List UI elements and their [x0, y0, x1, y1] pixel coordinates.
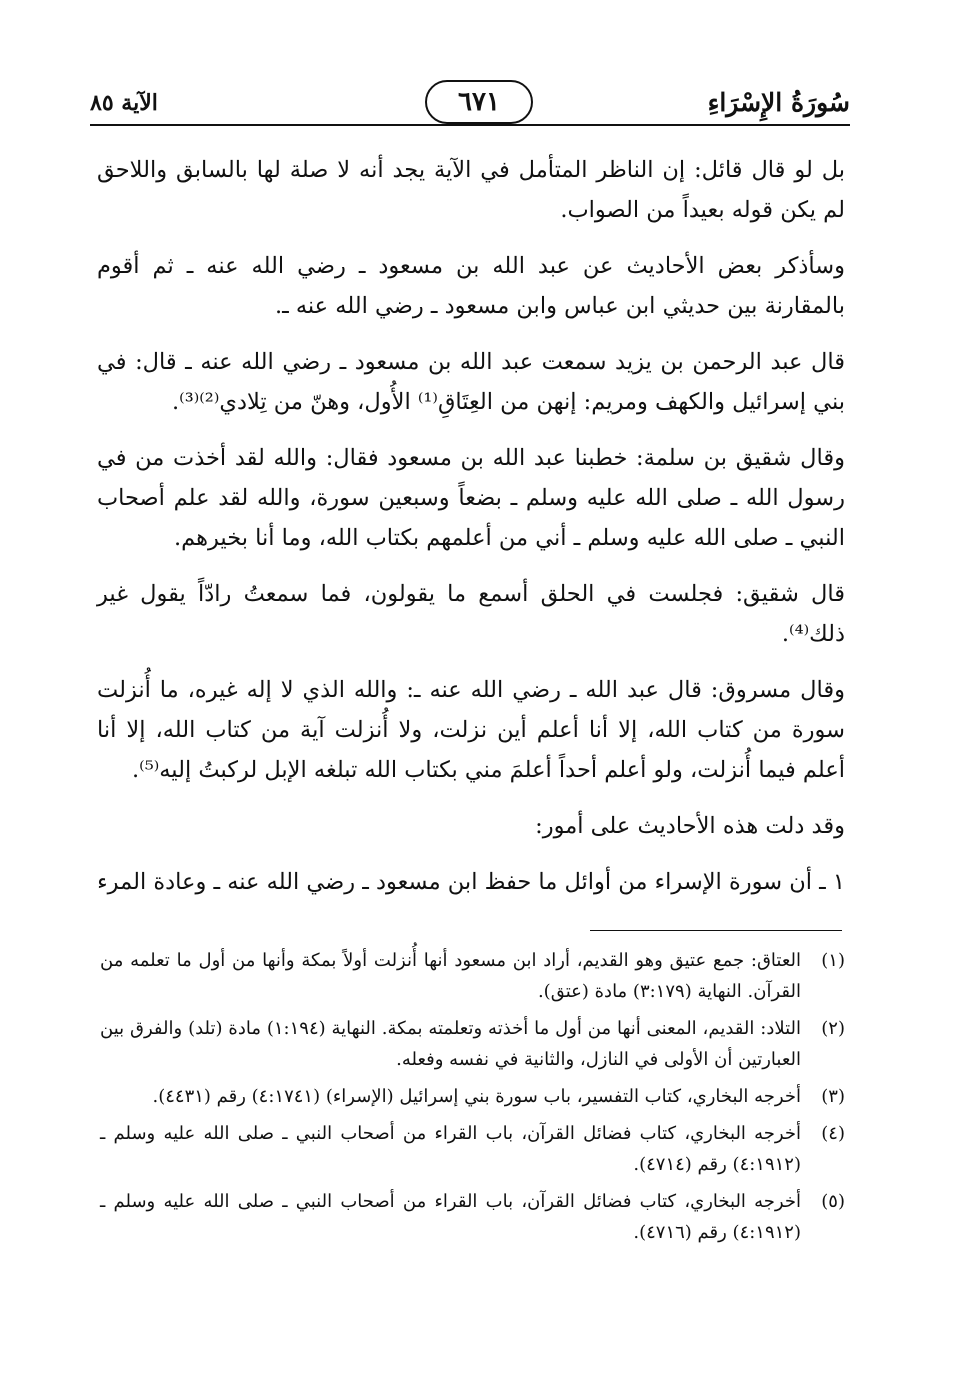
footnote-text: التلاد: القديم، المعنى أنها من أول ما أخذته وتعلمته بمكة. النهاية (١:١٩٤) مادة (تلد) والفرق بين العبارتين أن الأولى في النازل، والثانية في نفسه وفعله. [100, 1018, 801, 1070]
footnote-text: أخرجه البخاري، كتاب فضائل القرآن، باب القراء من أصحاب النبي ـ صلى الله عليه وسلم ـ (٤:١٩١٢) رقم (٤٧١٤). [100, 1123, 801, 1175]
paragraph: وقال مسروق: قال عبد الله ـ رضي الله عنه ـ: والله الذي لا إله غيره، ما أُنزلت سورة من كتاب الله، إلا أنا أعلم أين نزلت، ولا أُنزلت آية من كتاب الله، إلا أنا أعلم فيما أُنزلت، ولو أعلم أحداً أعلمَ مني بكتاب الله تبلغه الإبل لركبتُ إليه⁽⁵⁾. [97, 677, 845, 783]
footnote-number: (٥) [821, 1191, 845, 1212]
footnotes [100, 945, 845, 1254]
page-header [90, 78, 850, 128]
footnote-number: (١) [821, 950, 845, 971]
paragraph: وقد دلت هذه الأحاديث على أمور: [535, 813, 845, 839]
footnote [100, 1186, 845, 1248]
footnote [100, 1013, 845, 1075]
footnote-number: (٤) [821, 1123, 845, 1144]
paragraph: ١ ـ أن سورة الإسراء من أوائل ما حفظ ابن مسعود ـ رضي الله عنه ـ وعادة المرء [97, 869, 845, 895]
footnote-separator [590, 930, 842, 931]
surah-title: سُورَةُ الإِسْرَاءِ [707, 88, 850, 117]
footnote [100, 1118, 845, 1180]
footnote [100, 1081, 845, 1112]
footnote [100, 945, 845, 1007]
main-text [97, 150, 845, 918]
footnote-number: (٢) [821, 1018, 845, 1039]
header-rule [90, 124, 850, 126]
paragraph: قال شقيق: فجلست في الحلق أسمع ما يقولون، فما سمعتُ رادّاً يقول غير ذلك⁽⁴⁾. [97, 581, 845, 647]
paragraph: وقال شقيق بن سلمة: خطبنا عبد الله بن مسعود فقال: والله لقد أخذت من في رسول الله ـ صلى الله عليه وسلم ـ بضعاً وسبعين سورة، والله لقد علم أصحاب النبي ـ صلى الله عليه وسلم ـ أني من أعلمهم بكتاب الله، وما أنا بخيرهم. [97, 445, 845, 551]
paragraph: بل لو قال قائل: إن الناظر المتأمل في الآية يجد أنه لا صلة لها بالسابق واللاحق لم يكن قوله بعيداً من الصواب. [97, 157, 845, 223]
footnote-text: العتاق: جمع عتيق وهو القديم، أراد ابن مسعود أنها أُنزلت أولاً بمكة وأنها من أول ما تعلمه من القرآن. النهاية (٣:١٧٩) مادة (عتق). [100, 950, 801, 1002]
footnote-text: أخرجه البخاري، كتاب التفسير، باب سورة بني إسرائيل (الإسراء) (٤:١٧٤١) رقم (٤٤٣١). [152, 1086, 801, 1107]
footnote-number: (٣) [821, 1086, 845, 1107]
paragraph: قال عبد الرحمن بن يزيد سمعت عبد الله بن مسعود ـ رضي الله عنه ـ قال: في بني إسرائيل والكهف ومريم: إنهن من العِتَاقِ⁽¹⁾ الأُول، وهنّ من تِلادي⁽²⁾⁽³⁾. [97, 349, 845, 415]
ayah-label: الآية ٨٥ [90, 90, 158, 116]
page-number: ٦٧١ [458, 87, 500, 117]
footnote-text: أخرجه البخاري، كتاب فضائل القرآن، باب القراء من أصحاب النبي ـ صلى الله عليه وسلم ـ (٤:١٩١٢) رقم (٤٧١٦). [100, 1191, 801, 1243]
paragraph: وسأذكر بعض الأحاديث عن عبد الله بن مسعود ـ رضي الله عنه ـ ثم أقوم بالمقارنة بين حديثي ابن عباس وابن مسعود ـ رضي الله عنه ـ. [97, 253, 845, 319]
page-number-frame [425, 80, 533, 124]
